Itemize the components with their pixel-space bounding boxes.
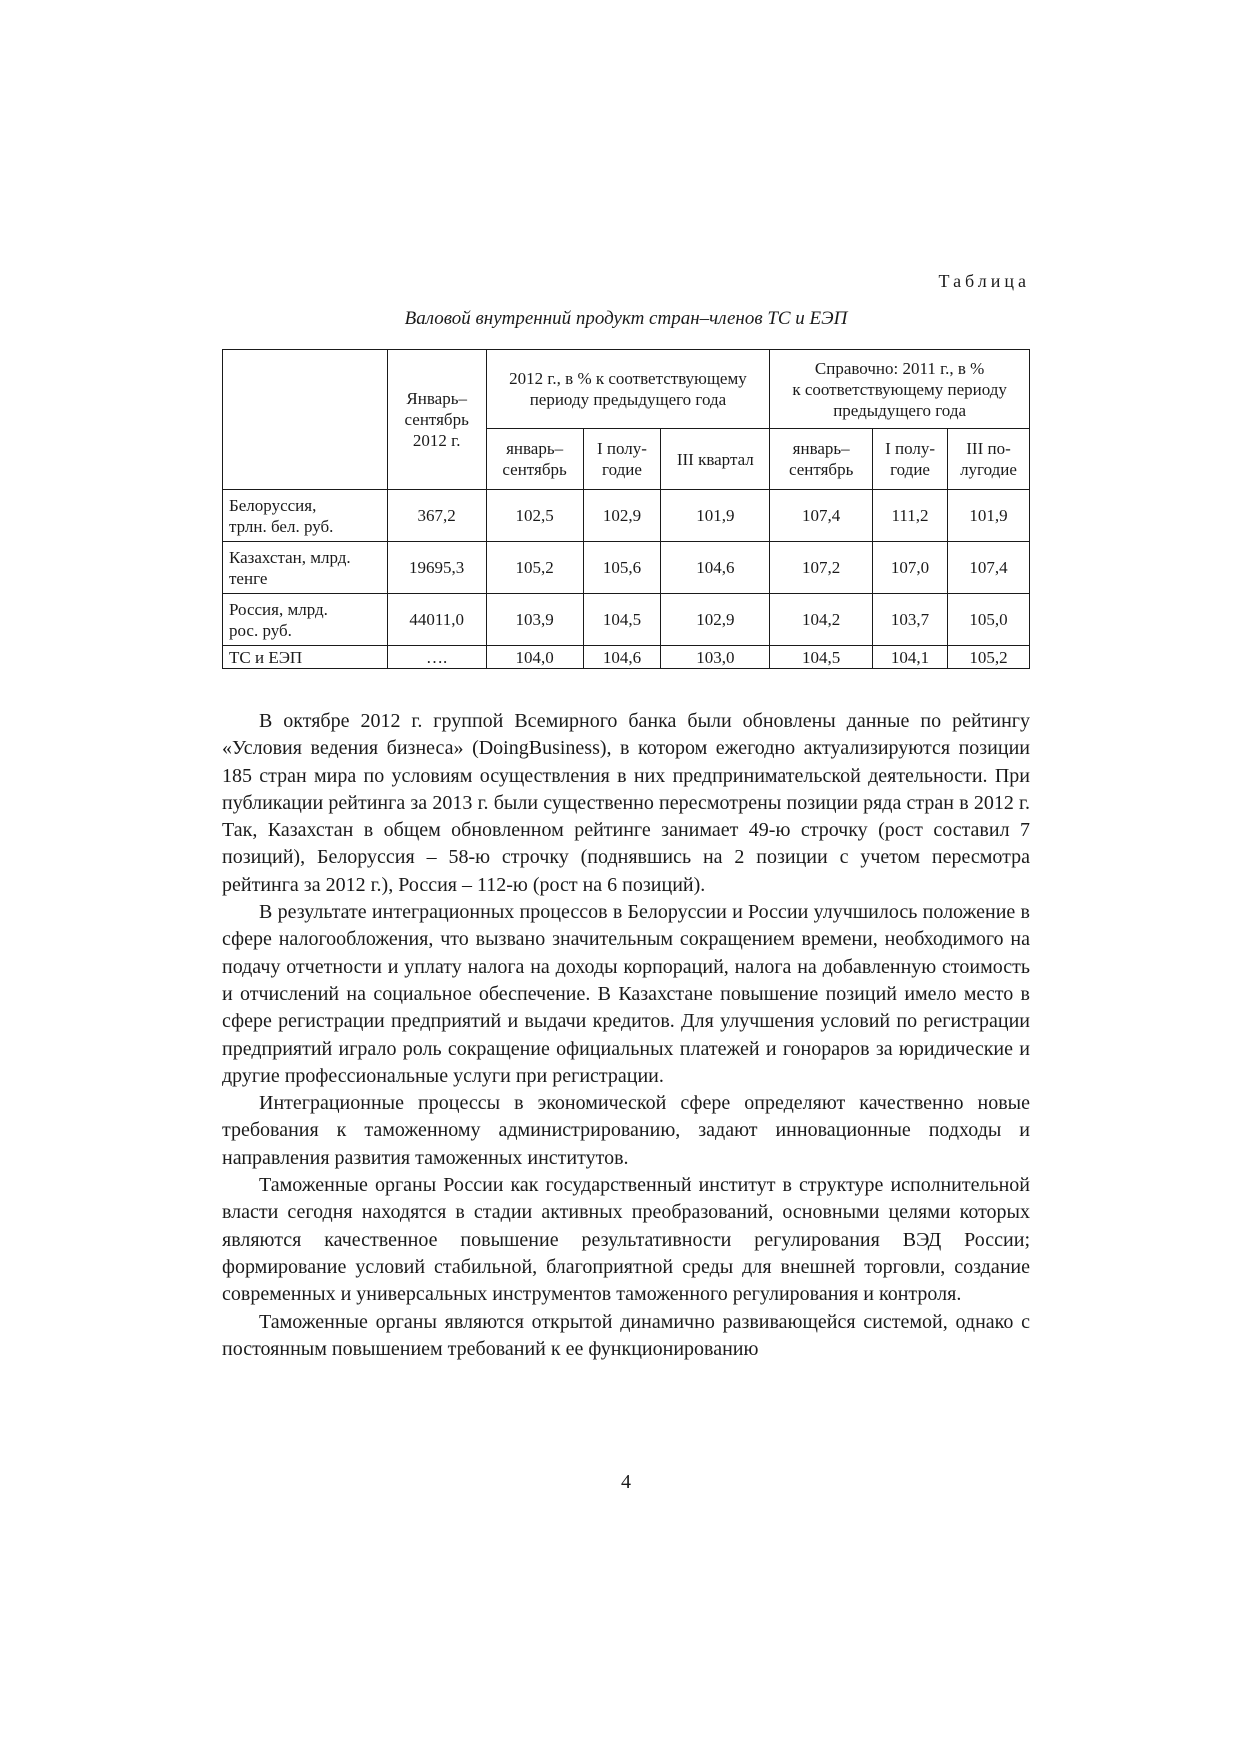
total-cell: …. [387,646,486,669]
value-cell: 102,9 [583,490,661,542]
header-country-cell [223,350,388,490]
value-cell: 104,0 [486,646,583,669]
value-cell: 101,9 [948,490,1030,542]
paragraph: В октябре 2012 г. группой Всемирного банка были обновлены данные по рейтингу «Условия ведения бизнеса» (DoingBusiness), в котором ежегодно актуализируются позиции 185 стран мира по условиям осуществления в них предпринимательской деятельности. При публикации рейтинга за 2013 г. были существенно пересмотрены позиции ряда стран в 2012 г. Так, Казахстан в общем обновленном рейтинге занимает 49-ю строчку (рост составил 7 позиций), Белоруссия – 58-ю строчку (поднявшись на 2 позиции с учетом пересмотра рейтинга за 2012 г.), Россия – 112-ю (рост на 6 позиций). [222,710,1030,896]
subheader-cell: I полу- годие [873,429,948,490]
table-row [223,646,1030,669]
value-cell: 107,4 [948,542,1030,594]
value-cell: 107,2 [770,542,873,594]
value-cell: 104,5 [583,594,661,646]
value-cell: 103,7 [873,594,948,646]
value-cell: 103,9 [486,594,583,646]
page-number: 4 [621,1471,631,1493]
paragraph: Таможенные органы являются открытой динамично развивающейся системой, однако с постоянным повышением требований к ее функционированию [222,1310,1030,1360]
subheader-cell: III по- лугодие [948,429,1030,490]
total-cell: 19695,3 [387,542,486,594]
value-cell: 104,1 [873,646,948,669]
table-header-row [223,350,1030,429]
value-cell: 105,0 [948,594,1030,646]
subheader-cell: I полу- годие [583,429,661,490]
value-cell: 101,9 [661,490,770,542]
value-cell: 107,0 [873,542,948,594]
value-cell: 105,2 [486,542,583,594]
value-cell: 111,2 [873,490,948,542]
subheader-cell: III квартал [661,429,770,490]
table-label: Таблица [938,271,1030,291]
header-total-cell: Январь– сентябрь 2012 г. [387,350,486,490]
table-row [223,542,1030,594]
value-cell: 102,9 [661,594,770,646]
total-cell: 44011,0 [387,594,486,646]
value-cell: 105,2 [948,646,1030,669]
table-row [223,490,1030,542]
subheader-cell: январь– сентябрь [770,429,873,490]
value-cell: 104,2 [770,594,873,646]
value-cell: 104,5 [770,646,873,669]
paragraph: Таможенные органы России как государственный институт в структуре исполнительной власти сегодня находятся в стадии активных преобразований, основными целями которых являются качественное повышение результативности регулирования ВЭД России; формирование условий стабильной, благоприятной среды для внешней торговли, создание современных и универсальных инструментов таможенного регулирования и контроля. [222,1174,1030,1306]
country-cell: Казахстан, млрд. тенге [223,542,388,594]
table-row [223,594,1030,646]
header-group-2011: Справочно: 2011 г., в % к соответствующему периоду предыдущего года [770,350,1030,429]
country-cell: ТС и ЕЭП [223,646,388,669]
total-cell: 367,2 [387,490,486,542]
table-caption: Валовой внутренний продукт стран–членов ТС и ЕЭП [404,308,848,329]
paragraph: Интеграционные процессы в экономической сфере определяют качественно новые требования к таможенному администрированию, задают инновационные подходы и направления развития таможенных институтов. [222,1092,1030,1169]
country-cell: Россия, млрд. рос. руб. [223,594,388,646]
value-cell: 104,6 [661,542,770,594]
value-cell: 107,4 [770,490,873,542]
value-cell: 102,5 [486,490,583,542]
value-cell: 103,0 [661,646,770,669]
header-group-2012: 2012 г., в % к соответствующему периоду предыдущего года [486,350,770,429]
body-text [222,708,1030,1363]
paragraph: В результате интеграционных процессов в Белоруссии и России улучшилось положение в сфере налогообложения, что вызвано значительным сокращением времени, необходимого на подачу отчетности и уплату налога на доходы корпораций, налога на добавленную стоимость и отчислений на социальное обеспечение. В Казахстане повышение позиций имело место в сфере регистрации предприятий и выдачи кредитов. Для улучшения условий по регистрации предприятий играло роль сокращение официальных платежей и гонораров за юридические и другие профессиональные услуги при регистрации. [222,901,1030,1087]
country-cell: Белоруссия, трлн. бел. руб. [223,490,388,542]
subheader-cell: январь– сентябрь [486,429,583,490]
gdp-table [222,349,1030,669]
value-cell: 104,6 [583,646,661,669]
value-cell: 105,6 [583,542,661,594]
